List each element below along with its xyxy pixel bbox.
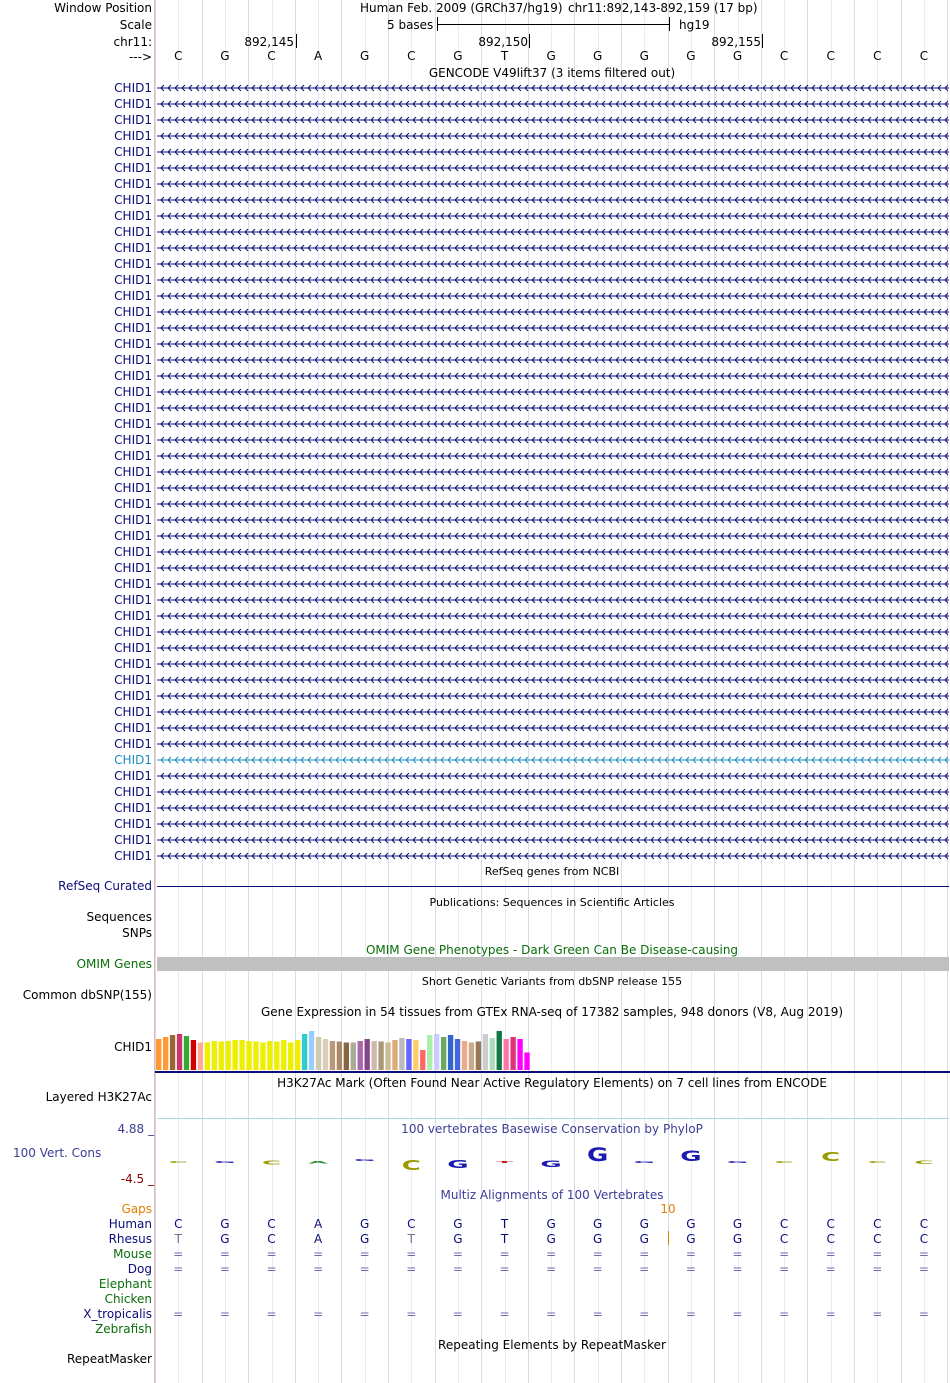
gencode-transcript-row[interactable] <box>0 304 950 320</box>
gencode-transcript-row[interactable] <box>0 448 950 464</box>
gencode-transcript-row[interactable] <box>0 192 950 208</box>
gencode-transcript-row[interactable] <box>0 352 950 368</box>
transcript-intron-line[interactable] <box>157 98 949 110</box>
gencode-transcript-row[interactable] <box>0 752 950 768</box>
transcript-name[interactable]: CHID1 <box>114 609 152 623</box>
transcript-name[interactable]: CHID1 <box>114 209 152 223</box>
gencode-transcript-row[interactable] <box>0 624 950 640</box>
tick-label: 892,155 <box>711 35 761 49</box>
scale-bar <box>437 24 669 25</box>
gencode-transcript-row[interactable] <box>0 512 950 528</box>
gencode-transcript-row[interactable] <box>0 368 950 384</box>
base-letter: T <box>500 49 509 63</box>
transcript-intron-line[interactable] <box>157 578 949 590</box>
tick-label: 892,150 <box>478 35 528 49</box>
gencode-transcript-row[interactable] <box>0 528 950 544</box>
transcript-name[interactable]: CHID1 <box>114 513 152 527</box>
transcript-name[interactable]: CHID1 <box>114 241 152 255</box>
gencode-transcript-row[interactable] <box>0 560 950 576</box>
transcript-name[interactable]: CHID1 <box>114 161 152 175</box>
transcript-name[interactable]: CHID1 <box>114 273 152 287</box>
transcript-name[interactable]: CHID1 <box>114 593 152 607</box>
transcript-name[interactable]: CHID1 <box>114 737 152 751</box>
transcript-name[interactable]: CHID1 <box>114 401 152 415</box>
tick-mark <box>529 34 530 48</box>
base-letter: C <box>873 49 882 63</box>
transcript-name[interactable]: CHID1 <box>114 257 152 271</box>
transcript-name[interactable]: CHID1 <box>114 145 152 159</box>
gencode-transcript-row[interactable] <box>0 688 950 704</box>
assembly-title: Human Feb. 2009 (GRCh37/hg19) <box>360 1 563 15</box>
transcript-name[interactable]: CHID1 <box>114 449 152 463</box>
gencode-transcript-row[interactable] <box>0 112 950 128</box>
base-letter: G <box>546 49 556 63</box>
tick-label: 892,145 <box>244 35 294 49</box>
gencode-transcript-row[interactable] <box>0 480 950 496</box>
transcript-name[interactable]: CHID1 <box>114 97 152 111</box>
transcript-name[interactable]: CHID1 <box>114 561 152 575</box>
gencode-transcript-row[interactable] <box>0 272 950 288</box>
gencode-transcript-row[interactable] <box>0 384 950 400</box>
transcript-intron-line[interactable] <box>157 418 949 430</box>
gencode-transcript-row[interactable] <box>0 432 950 448</box>
base-letter: G <box>220 49 230 63</box>
transcript-intron-line[interactable] <box>157 754 949 766</box>
transcript-intron-line[interactable] <box>157 354 949 366</box>
base-letter: G <box>360 49 370 63</box>
gencode-transcript-row[interactable] <box>0 80 950 96</box>
transcript-intron-line[interactable] <box>157 274 949 286</box>
transcript-intron-line[interactable] <box>157 530 949 542</box>
transcript-intron-line[interactable] <box>157 562 949 574</box>
transcript-intron-line[interactable] <box>157 674 949 686</box>
gencode-transcript-row[interactable] <box>0 704 950 720</box>
gencode-transcript-row[interactable] <box>0 656 950 672</box>
transcript-intron-line[interactable] <box>157 546 949 558</box>
transcript-intron-line[interactable] <box>157 738 949 750</box>
tick-mark <box>296 34 297 48</box>
transcript-name[interactable]: CHID1 <box>114 113 152 127</box>
gencode-transcript-row[interactable] <box>0 160 950 176</box>
transcript-name[interactable]: CHID1 <box>114 337 152 351</box>
transcript-name[interactable]: CHID1 <box>114 193 152 207</box>
transcript-name[interactable]: CHID1 <box>114 625 152 639</box>
transcript-intron-line[interactable] <box>157 626 949 638</box>
base-letter: C <box>826 49 835 63</box>
base-letter: G <box>593 49 603 63</box>
base-letter: C <box>779 49 789 63</box>
transcript-intron-line[interactable] <box>157 338 949 350</box>
transcript-name[interactable]: CHID1 <box>114 321 152 335</box>
transcript-intron-line[interactable] <box>157 658 949 670</box>
transcript-name[interactable]: CHID1 <box>114 353 152 367</box>
transcript-intron-line[interactable] <box>157 434 949 446</box>
gencode-transcript-row[interactable] <box>0 672 950 688</box>
transcript-name[interactable]: CHID1 <box>114 433 152 447</box>
base-letter: A <box>313 49 323 63</box>
gencode-transcript-row[interactable] <box>0 416 950 432</box>
scale-db: hg19 <box>679 18 710 32</box>
transcript-intron-line[interactable] <box>157 466 949 478</box>
transcript-name[interactable]: CHID1 <box>114 753 152 767</box>
transcript-intron-line[interactable] <box>157 258 949 270</box>
scale-label: Scale <box>119 18 152 32</box>
transcript-intron-line[interactable] <box>157 162 949 174</box>
transcript-intron-line[interactable] <box>157 226 949 238</box>
transcript-name[interactable]: CHID1 <box>114 497 152 511</box>
base-letter: C <box>267 49 276 63</box>
transcript-intron-line[interactable] <box>157 114 949 126</box>
gencode-transcript-row[interactable] <box>0 608 950 624</box>
transcript-intron-line[interactable] <box>157 370 949 382</box>
transcript-intron-line[interactable] <box>157 178 949 190</box>
transcript-name[interactable]: CHID1 <box>114 289 152 303</box>
strand-label: ---> <box>128 50 152 64</box>
transcript-name[interactable]: CHID1 <box>114 673 152 687</box>
transcript-intron-line[interactable] <box>157 402 949 414</box>
tick-mark <box>762 34 763 48</box>
base-letter: G <box>732 49 743 63</box>
gencode-transcript-row[interactable] <box>0 256 950 272</box>
gencode-track-title[interactable]: GENCODE V49lift37 (3 items filtered out) <box>428 66 676 80</box>
gencode-transcript-row[interactable] <box>0 544 950 560</box>
gencode-transcript-row[interactable] <box>0 144 950 160</box>
transcript-name[interactable]: CHID1 <box>114 177 152 191</box>
base-letter: C <box>919 49 929 63</box>
transcript-intron-line[interactable] <box>157 706 949 718</box>
gencode-transcript-row[interactable] <box>0 720 950 736</box>
transcript-name[interactable]: CHID1 <box>114 689 152 703</box>
transcript-name[interactable]: CHID1 <box>114 641 152 655</box>
transcript-intron-line[interactable] <box>157 498 949 510</box>
gencode-transcript-row[interactable] <box>0 224 950 240</box>
transcript-name[interactable]: CHID1 <box>114 481 152 495</box>
transcript-intron-line[interactable] <box>157 642 949 654</box>
position-title: chr11:892,143-892,159 (17 bp) <box>568 1 758 15</box>
transcript-name[interactable]: CHID1 <box>114 529 152 543</box>
transcript-name[interactable]: CHID1 <box>114 721 152 735</box>
transcript-name[interactable]: CHID1 <box>114 417 152 431</box>
gencode-transcript-row[interactable] <box>0 736 950 752</box>
transcript-intron-line[interactable] <box>157 514 949 526</box>
transcript-intron-line[interactable] <box>157 594 949 606</box>
transcript-name[interactable]: CHID1 <box>114 545 152 559</box>
transcript-name[interactable]: CHID1 <box>114 305 152 319</box>
gencode-transcript-row[interactable] <box>0 288 950 304</box>
transcript-intron-line[interactable] <box>157 386 949 398</box>
transcript-intron-line[interactable] <box>157 322 949 334</box>
gencode-transcript-row[interactable] <box>0 336 950 352</box>
base-letter: G <box>639 49 649 63</box>
transcript-name[interactable]: CHID1 <box>114 385 152 399</box>
transcript-name[interactable]: CHID1 <box>114 577 152 591</box>
gencode-transcript-row[interactable] <box>0 208 950 224</box>
base-letter: C <box>174 49 183 63</box>
gencode-transcript-row[interactable] <box>0 576 950 592</box>
window-position-label: Window Position <box>54 1 152 15</box>
base-letter: C <box>407 49 416 63</box>
transcript-intron-line[interactable] <box>157 482 949 494</box>
gencode-transcript-row[interactable] <box>0 496 950 512</box>
transcript-name[interactable]: CHID1 <box>114 129 152 143</box>
transcript-intron-line[interactable] <box>157 450 949 462</box>
gencode-transcript-row[interactable] <box>0 176 950 192</box>
gencode-transcript-row[interactable] <box>0 592 950 608</box>
transcript-name[interactable]: CHID1 <box>114 657 152 671</box>
transcript-intron-line[interactable] <box>157 210 949 222</box>
gencode-transcript-row[interactable] <box>0 128 950 144</box>
transcript-name[interactable]: CHID1 <box>114 369 152 383</box>
transcript-intron-line[interactable] <box>157 290 949 302</box>
transcript-name[interactable]: CHID1 <box>114 81 152 95</box>
transcript-intron-line[interactable] <box>157 722 949 734</box>
transcript-intron-line[interactable] <box>157 82 949 94</box>
transcript-intron-line[interactable] <box>157 130 949 142</box>
gencode-transcript-row[interactable] <box>0 400 950 416</box>
gencode-transcript-row[interactable] <box>0 640 950 656</box>
scale-bar-left-tick <box>437 17 438 31</box>
transcript-name[interactable]: CHID1 <box>114 465 152 479</box>
transcript-name[interactable]: CHID1 <box>114 705 152 719</box>
scale-text: 5 bases <box>387 18 434 32</box>
transcript-intron-line[interactable] <box>157 194 949 206</box>
base-letter: G <box>453 49 463 63</box>
gencode-transcript-row[interactable] <box>0 464 950 480</box>
gencode-transcript-row[interactable] <box>0 96 950 112</box>
transcript-intron-line[interactable] <box>157 610 949 622</box>
transcript-intron-line[interactable] <box>157 306 949 318</box>
transcript-intron-line[interactable] <box>157 146 949 158</box>
transcript-name[interactable]: CHID1 <box>114 225 152 239</box>
chrom-label: chr11: <box>113 35 152 49</box>
gencode-transcript-row[interactable] <box>0 240 950 256</box>
gencode-transcript-row[interactable] <box>0 320 950 336</box>
transcript-intron-line[interactable] <box>157 690 949 702</box>
scale-bar-right-tick <box>669 17 670 31</box>
transcript-intron-line[interactable] <box>157 242 949 254</box>
base-letter: G <box>686 49 696 63</box>
